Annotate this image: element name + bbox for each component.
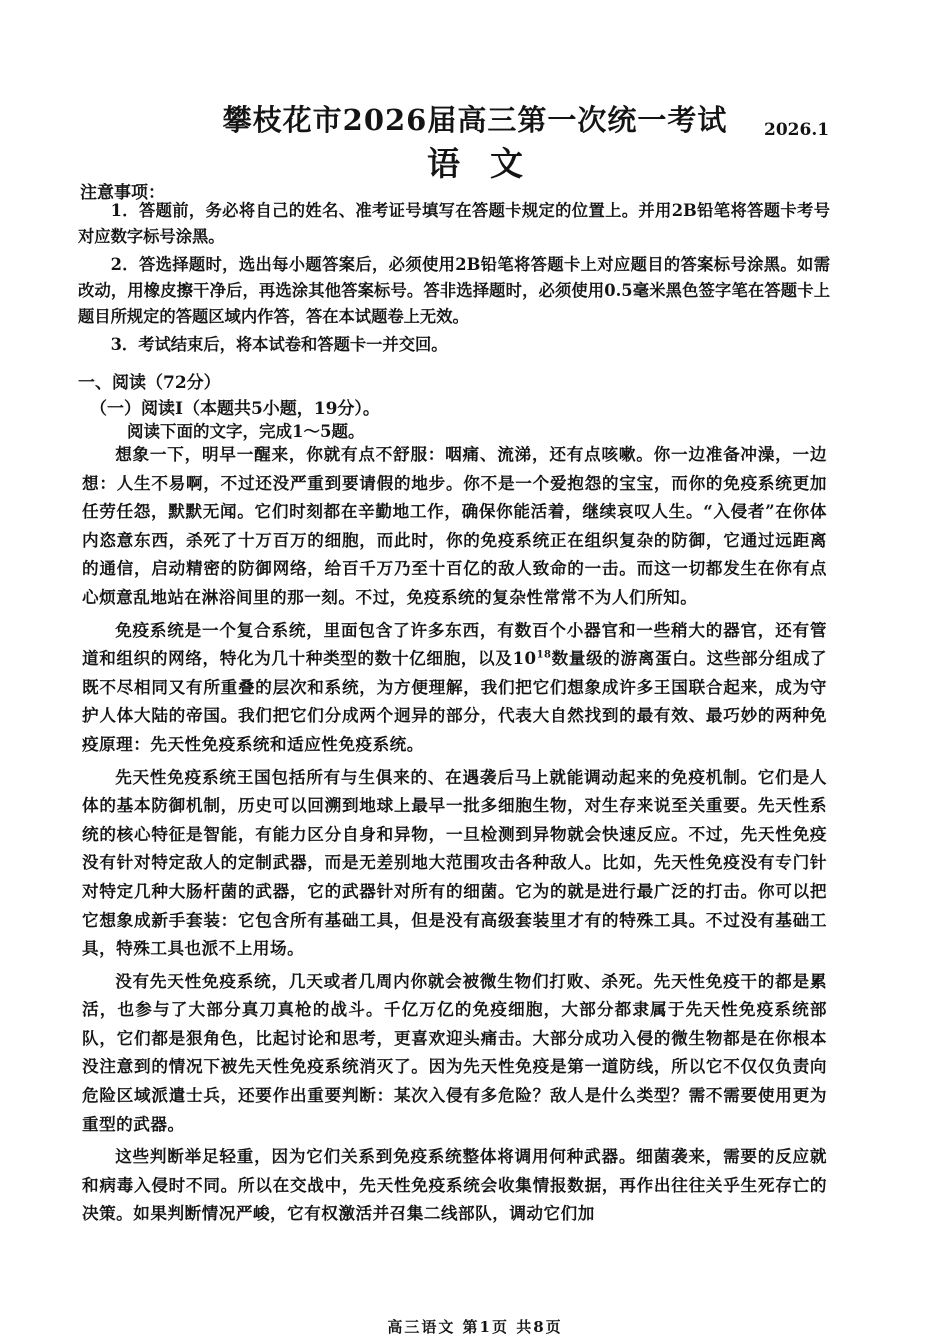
passage-paragraph-4: 没有先天性免疫系统，几天或者几周内你就会被微生物们打败、杀死。先天性免疫干的都是累活，也参与了大部分真刀真枪的战斗。千亿万亿的免疫细胞，大部分都隶属于先天性免疫系统部队，它们都是狠角色，比起讨论和思考，更喜欢迎头痛击。大部分成功入侵的微生物都是在你根本没注意到的情况下被先天性免疫系统消灭了。因为先天性免疫是第一道防线，所以它不仅仅负责向危险区域派遣士兵，还要作出重要判断：某次入侵有多危险？敌人是什么类型？需不需要使用更为重型的武器。 <box>82 970 827 1134</box>
subject-title: 语文 <box>427 144 553 183</box>
passage-paragraph-2-start: 免疫系统是一个复合系统，里面包含了许多东西，有数百个小器官和一些稍大的器官，还有管道和组织的网络，特化为几十种类型的数十亿细胞，以及10 <box>82 619 827 669</box>
passage-paragraph-1: 想象一下，明早一醒来，你就有点不舒服：咽痛、流涕，还有点咳嗽。你一边准备冲澡，一边想：人生不易啊，不过还没严重到要请假的地步。你不是一个爱抱怨的宝宝，而你的免疫系统更加任劳任怨，默默无闻。它们时刻都在辛勤地工作，确保你能活着，继续哀叹人生。“入侵者”在你体内恣意东西，杀死了十万百万的细胞，而此时，你的免疫系统正在组织复杂的防御，它通过远距离的通信，启动精密的防御网络，给百千万乃至十百亿的敌人致命的一击。而这一切都发生在你有点心烦意乱地站在淋浴间里的那一刻。不过，免疫系统的复杂性常常不为人们所知。 <box>82 444 827 607</box>
reading-passage <box>82 440 827 1232</box>
exponent: 18 <box>536 649 552 661</box>
notice-item-2: 2．答选择题时，选出每小题答案后，必须使用2B铅笔将答题卡上对应题目的答案标号涂黑。如需改动，用橡皮擦干净后，再选涂其他答案标号。答非选择题时，必须使用0.5毫米黑色签字笔在答题卡上题目所规定的答题区域内作答，答在本试题卷上无效。 <box>78 255 830 326</box>
notice-list <box>78 198 830 360</box>
subsection-heading: （一）阅读I（本题共5小题，19分）。 <box>90 399 380 419</box>
notice-item-1: 1．答题前，务必将自己的姓名、准考证号填写在答题卡规定的位置上。并用2B铅笔将答题卡考号对应数字标号涂黑。 <box>78 201 830 246</box>
reading-instruction: 阅读下面的文字，完成1～5题。 <box>127 422 365 441</box>
passage-paragraph-2 <box>82 616 827 759</box>
exam-date: 2026.1 <box>764 120 830 140</box>
page-footer: 高三语文 第1页 共8页 <box>387 1318 563 1336</box>
notice-heading: 注意事项： <box>80 183 165 203</box>
passage-paragraph-3: 先天性免疫系统王国包括所有与生俱来的、在遇袭后马上就能调动起来的免疫机制。它们是人体的基本防御机制，历史可以回溯到地球上最早一批多细胞生物，对生存来说至关重要。先天性系统的核心特征是智能，有能力区分自身和异物，一旦检测到异物就会快速反应。不过，先天性免疫没有针对特定敌人的定制武器，而是无差别地大范围攻击各种敌人。比如，先天性免疫没有专门针对特定几种大肠杆菌的武器，它的武器针对所有的细菌。它为的就是进行最广泛的打击。你可以把它想象成新手套装：它包含所有基础工具，但是没有高级套装里才有的特殊工具。不过没有基础工具，特殊工具也派不上用场。 <box>82 766 827 959</box>
exam-title: 攀枝花市2026届高三第一次统一考试 <box>222 103 728 137</box>
passage-paragraph-5: 这些判断举足轻重，因为它们关系到免疫系统整体将调用何种武器。细菌袭来，需要的反应就和病毒入侵时不同。所以在交战中，先天性免疫系统会收集情报数据，再作出往往关乎生死存亡的决策。如果判断情况严峻，它有权激活并召集二线部队，调动它们加 <box>82 1146 827 1224</box>
notice-item-3: 3．考试结束后，将本试卷和答题卡一并交回。 <box>110 335 448 354</box>
section-heading: 一、阅读（72分） <box>78 373 221 393</box>
passage-paragraph-2-end: 数量级的游离蛋白。这些部分组成了既不尽相同又有所重叠的层次和系统，为方便理解，我们把它们想象成许多王国联合起来，成为守护人体大陆的帝国。我们把它们分成两个迥异的部分，代表大自然找到的最有效、最巧妙的两种免疫原理：先天性免疫系统和适应性免疫系统。 <box>82 648 828 754</box>
